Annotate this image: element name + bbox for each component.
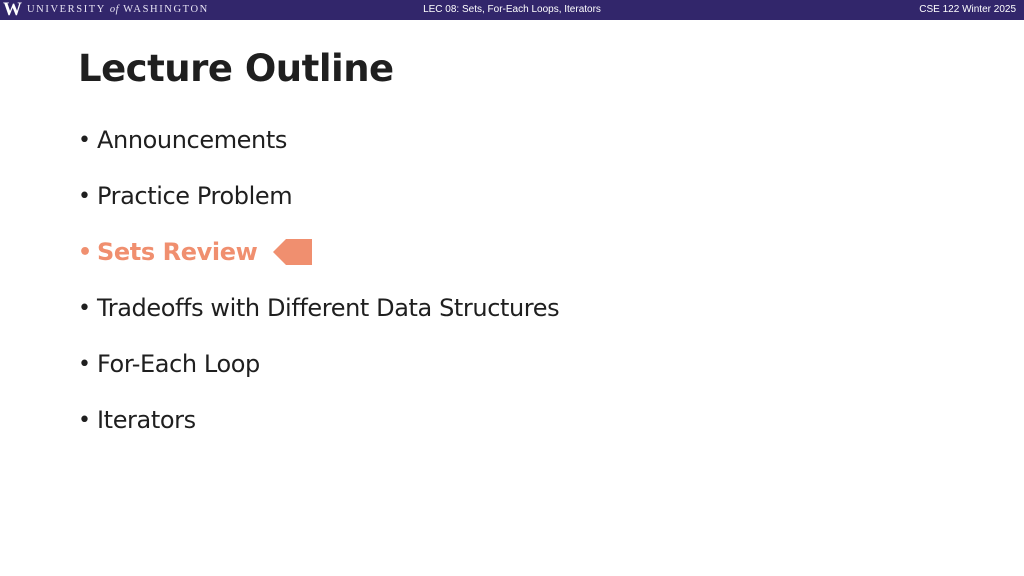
bullet-icon: • bbox=[78, 127, 91, 153]
outline-item-label: Practice Problem bbox=[97, 182, 293, 210]
course-label: CSE 122 Winter 2025 bbox=[919, 4, 1016, 15]
bullet-icon: • bbox=[78, 239, 92, 265]
outline-item-sets-review bbox=[78, 224, 559, 280]
outline-item-label: For-Each Loop bbox=[97, 350, 260, 378]
bullet-icon: • bbox=[78, 351, 91, 377]
outline-item-iterators bbox=[78, 392, 559, 448]
outline-item-tradeoffs bbox=[78, 280, 559, 336]
outline-item-practice-problem bbox=[78, 168, 559, 224]
outline-item-for-each-loop bbox=[78, 336, 559, 392]
outline-list bbox=[78, 112, 559, 448]
bullet-icon: • bbox=[78, 295, 91, 321]
outline-item-label: Announcements bbox=[97, 126, 287, 154]
outline-item-label: Tradeoffs with Different Data Structures bbox=[97, 294, 560, 322]
outline-item-label: Sets Review bbox=[97, 238, 258, 266]
wordmark-university: UNIVERSITY bbox=[27, 4, 106, 15]
left-arrow-icon bbox=[273, 239, 312, 265]
header-bar bbox=[0, 0, 1024, 20]
page-title: Lecture Outline bbox=[78, 47, 394, 90]
uw-w-logo-icon: W bbox=[3, 0, 21, 20]
wordmark-washington: WASHINGTON bbox=[123, 4, 209, 15]
outline-item-label: Iterators bbox=[97, 406, 196, 434]
bullet-icon: • bbox=[78, 183, 91, 209]
bullet-icon: • bbox=[78, 407, 91, 433]
outline-item-announcements bbox=[78, 112, 559, 168]
wordmark-of: of bbox=[109, 4, 120, 15]
lecture-title: LEC 08: Sets, For-Each Loops, Iterators bbox=[423, 4, 601, 15]
